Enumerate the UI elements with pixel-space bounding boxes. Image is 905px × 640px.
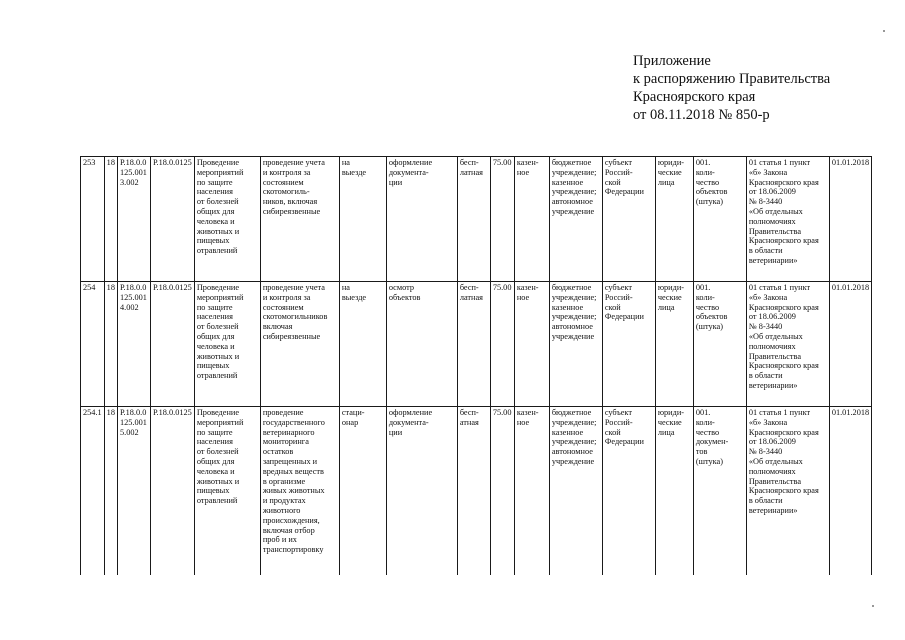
base-service-code: Р.18.0.0125 xyxy=(150,407,194,576)
institution-type: казен- ное xyxy=(514,157,549,282)
services-registry-table xyxy=(80,156,872,575)
providers: бюджетное учреждение; казенное учреждение; автономное учреждение xyxy=(549,407,602,576)
row-number: 254 xyxy=(81,282,105,407)
institution-type: казен- ное xyxy=(514,282,549,407)
consumers: юриди- ческие лица xyxy=(655,157,693,282)
percent-value: 75.00 xyxy=(490,407,514,576)
legal-basis: 01 статья 1 пункт «б» Закона Красноярского края от 18.06.2009 № 8-3440 «Об отдельных полномочиях Правительства Красноярского края в области ветеринарии» xyxy=(746,157,829,282)
appendix-date-number: от 08.11.2018 № 850-р xyxy=(633,107,770,123)
registry-number: Р.18.0.0 125.001 3.002 xyxy=(117,157,150,282)
service-name: Проведение мероприятий по защите населения от болезней общих для человека и животных и пищевых отравлений xyxy=(194,157,260,282)
section-code: 18 xyxy=(104,407,117,576)
service-condition: стаци- онар xyxy=(339,407,386,576)
appendix-title: Приложение xyxy=(633,53,711,69)
institution-type: казен- ное xyxy=(514,407,549,576)
service-condition: на выезде xyxy=(339,282,386,407)
service-name: Проведение мероприятий по защите населения от болезней общих для человека и животных и пищевых отравлений xyxy=(194,407,260,576)
service-name: Проведение мероприятий по защите населения от болезней общих для человека и животных и пищевых отравлений xyxy=(194,282,260,407)
effective-date: 01.01.2018 xyxy=(829,407,871,576)
service-content: проведение учета и контроля за состоянием скотомогильников включая сибиреязвенные xyxy=(260,282,339,407)
percent-value: 75.00 xyxy=(490,157,514,282)
registry-number: Р.18.0.0 125.001 5.002 xyxy=(117,407,150,576)
service-form: осмотр объектов xyxy=(386,282,457,407)
service-form: оформление документа- ции xyxy=(386,407,457,576)
effective-date: 01.01.2018 xyxy=(829,282,871,407)
scan-speck xyxy=(872,605,874,607)
section-code: 18 xyxy=(104,282,117,407)
service-condition: на выезде xyxy=(339,157,386,282)
providers: бюджетное учреждение; казенное учреждение; автономное учреждение xyxy=(549,282,602,407)
percent-value: 75.00 xyxy=(490,282,514,407)
service-content: проведение учета и контроля за состоянием скотомогиль- ников, включая сибиреязвенные xyxy=(260,157,339,282)
authority-level: субъект Россий- ской Федерации xyxy=(602,282,655,407)
base-service-code: Р.18.0.0125 xyxy=(150,282,194,407)
service-content: проведение государственного ветеринарного мониторинга остатков запрещенных и вредных веществ в организме живых животных и продуктах животного происхождения, включая отбор проб и их транспортировку xyxy=(260,407,339,576)
table-row xyxy=(81,282,872,407)
payment-type: бесп- латная xyxy=(457,282,490,407)
table-row xyxy=(81,157,872,282)
authority-level: субъект Россий- ской Федерации xyxy=(602,407,655,576)
effective-date: 01.01.2018 xyxy=(829,157,871,282)
service-form: оформление документа- ции xyxy=(386,157,457,282)
appendix-region: Красноярского края xyxy=(633,89,756,105)
volume-indicator: 001. коли- чество докумен- тов (штука) xyxy=(693,407,746,576)
consumers: юриди- ческие лица xyxy=(655,407,693,576)
row-number: 254.1 xyxy=(81,407,105,576)
payment-type: бесп- атная xyxy=(457,407,490,576)
volume-indicator: 001. коли- чество объектов (штука) xyxy=(693,282,746,407)
legal-basis: 01 статья 1 пункт «б» Закона Красноярского края от 18.06.2009 № 8-3440 «Об отдельных полномочиях Правительства Красноярского края в области ветеринарии» xyxy=(746,282,829,407)
legal-basis: 01 статья 1 пункт «б» Закона Красноярского края от 18.06.2009 № 8-3440 «Об отдельных полномочиях Правительства Красноярского края в области ветеринарии» xyxy=(746,407,829,576)
appendix-order-ref: к распоряжению Правительства xyxy=(633,71,831,87)
table-row xyxy=(81,407,872,576)
base-service-code: Р.18.0.0125 xyxy=(150,157,194,282)
payment-type: бесп- латная xyxy=(457,157,490,282)
volume-indicator: 001. коли- чество объектов (штука) xyxy=(693,157,746,282)
authority-level: субъект Россий- ской Федерации xyxy=(602,157,655,282)
row-number: 253 xyxy=(81,157,105,282)
scan-speck xyxy=(883,30,885,32)
providers: бюджетное учреждение; казенное учреждение; автономное учреждение xyxy=(549,157,602,282)
section-code: 18 xyxy=(104,157,117,282)
consumers: юриди- ческие лица xyxy=(655,282,693,407)
registry-number: Р.18.0.0 125.001 4.002 xyxy=(117,282,150,407)
appendix-header xyxy=(633,52,830,124)
